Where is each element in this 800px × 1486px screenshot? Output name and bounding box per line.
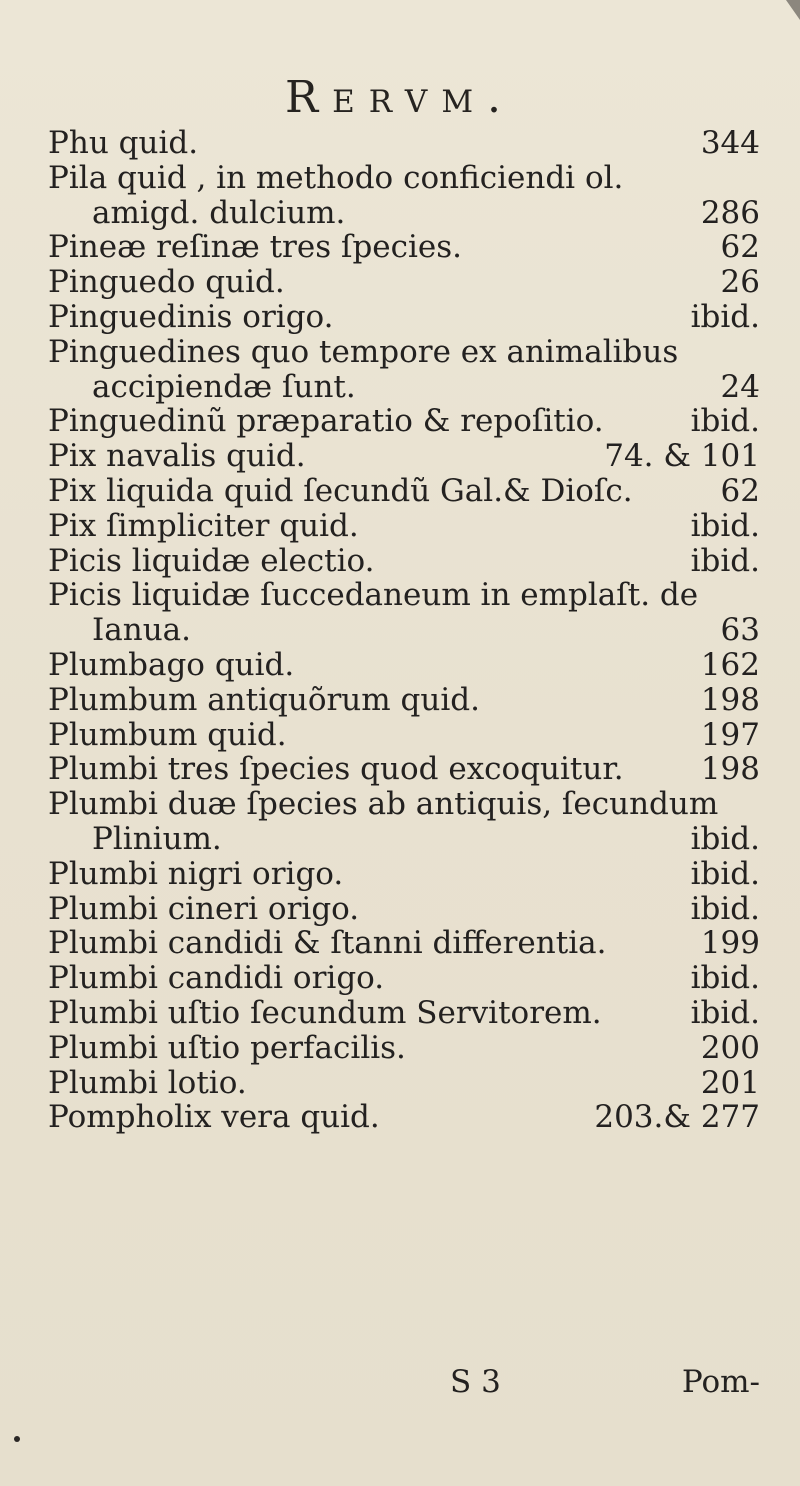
- page-reference: 198: [700, 681, 760, 718]
- index-entry: [48, 126, 760, 161]
- index-entry: [48, 1031, 760, 1066]
- entry-line: [48, 230, 760, 265]
- index-entry: [48, 1100, 760, 1135]
- entry-text: Pinguedines quo tempore ex animalibus: [48, 333, 679, 370]
- entry-continuation-line: [48, 196, 760, 231]
- index-entry: [48, 544, 760, 579]
- entry-line: [48, 265, 760, 300]
- entry-text: Plumbi candidi & ſtanni differentia.: [48, 925, 607, 962]
- entry-line: [48, 892, 760, 927]
- entry-line: [48, 1100, 760, 1135]
- index-entry: [48, 509, 760, 544]
- index-entry: [48, 439, 760, 474]
- index-entry: [48, 926, 760, 961]
- page-reference: ibid.: [690, 855, 760, 892]
- index-entry: [48, 892, 760, 927]
- page-reference: ibid.: [690, 960, 760, 997]
- signature-mark: S 3: [450, 1364, 501, 1400]
- entry-continuation-line: [48, 822, 760, 857]
- entry-text: accipiendæ ſunt.: [92, 368, 356, 405]
- entry-text: Plumbi lotio.: [48, 1064, 247, 1101]
- entry-line: [48, 578, 760, 613]
- index-entry: [48, 683, 760, 718]
- entry-line: [48, 1031, 760, 1066]
- index-entry: [48, 300, 760, 335]
- page-reference: 199: [700, 925, 760, 962]
- entry-text: Pompholix vera quid.: [48, 1099, 380, 1136]
- index-entry: [48, 335, 760, 405]
- entry-text: Plumbi tres ſpecies quod excoquitur.: [48, 751, 624, 788]
- page-reference: 26: [720, 264, 760, 301]
- entry-text: Picis liquidæ electio.: [48, 542, 375, 579]
- index-entry: [48, 752, 760, 787]
- entry-line: [48, 300, 760, 335]
- page-reference: ibid.: [690, 994, 760, 1031]
- entry-line: [48, 787, 760, 822]
- entry-text: Plumbi duæ ſpecies ab antiquis, ſecundum: [48, 786, 719, 823]
- entry-text: Pila quid , in methodo conficiendi ol.: [48, 159, 624, 196]
- index-entry: [48, 857, 760, 892]
- index-entry: [48, 161, 760, 231]
- index-entry: [48, 787, 760, 857]
- page-reference: ibid.: [690, 890, 760, 927]
- entry-text: Plumbi candidi origo.: [48, 960, 385, 997]
- entry-text: Ianua.: [92, 612, 191, 649]
- entry-line: [48, 439, 760, 474]
- entry-line: [48, 126, 760, 161]
- page-reference: 62: [720, 229, 760, 266]
- entry-line: [48, 161, 760, 196]
- page-reference: 74. & 101: [604, 438, 760, 475]
- index-entry: [48, 648, 760, 683]
- entry-text: Pix navalis quid.: [48, 438, 306, 475]
- page-reference: ibid.: [690, 403, 760, 440]
- entry-text: Phu quid.: [48, 125, 199, 161]
- index-entry: [48, 718, 760, 753]
- entry-text: Pix ſimpliciter quid.: [48, 507, 359, 544]
- entry-line: [48, 683, 760, 718]
- page-corner: [786, 0, 800, 20]
- entry-text: Plinium.: [92, 820, 222, 857]
- ink-speck: [14, 1436, 20, 1442]
- index-entry: [48, 961, 760, 996]
- entry-text: Pinguedinis origo.: [48, 298, 334, 335]
- entry-text: Plumbum quid.: [48, 716, 287, 753]
- entry-text: Pineæ reſinæ tres ſpecies.: [48, 229, 463, 266]
- entry-line: [48, 857, 760, 892]
- page-reference: 63: [720, 612, 760, 649]
- entry-text: Plumbi nigri origo.: [48, 855, 344, 892]
- entry-text: Plumbi cineri origo.: [48, 890, 360, 927]
- index-entry: [48, 1066, 760, 1101]
- entry-line: [48, 961, 760, 996]
- entry-line: [48, 335, 760, 370]
- entry-line: [48, 752, 760, 787]
- page-reference: 203.& 277: [594, 1099, 760, 1136]
- index-entry: [48, 265, 760, 300]
- page-reference: ibid.: [690, 542, 760, 579]
- page-reference: 197: [700, 716, 760, 753]
- entry-line: [48, 996, 760, 1031]
- entry-text: Plumbago quid.: [48, 646, 295, 683]
- entry-line: [48, 474, 760, 509]
- entry-line: [48, 648, 760, 683]
- page-reference: 201: [700, 1064, 760, 1101]
- running-head: Rervm.: [284, 72, 516, 123]
- page-reference: 24: [720, 368, 760, 405]
- entry-line: [48, 404, 760, 439]
- index-entry: [48, 474, 760, 509]
- entry-text: Pix liquida quid ſecundũ Gal.& Dioſc.: [48, 472, 633, 509]
- entry-line: [48, 509, 760, 544]
- page-reference: ibid.: [690, 507, 760, 544]
- page-reference: 344: [700, 125, 760, 161]
- entry-text: Pinguedinũ præparatio & repoſitio.: [48, 403, 604, 440]
- entry-line: [48, 718, 760, 753]
- index-entry: [48, 996, 760, 1031]
- entry-text: Plumbi uſtio perfacilis.: [48, 1029, 406, 1066]
- entry-text: amigd. dulcium.: [92, 194, 346, 231]
- page-reference: 162: [700, 646, 760, 683]
- page-reference: 200: [700, 1029, 760, 1066]
- entry-line: [48, 1066, 760, 1101]
- index-entry: [48, 404, 760, 439]
- page-reference: 198: [700, 751, 760, 788]
- page-reference: ibid.: [690, 820, 760, 857]
- entry-text: Pinguedo quid.: [48, 264, 285, 301]
- entry-text: Plumbum antiquõrum quid.: [48, 681, 480, 718]
- entry-continuation-line: [48, 613, 760, 648]
- page-footer: [0, 1364, 760, 1404]
- page-reference: 286: [700, 194, 760, 231]
- index-entries: [48, 126, 760, 1135]
- page-reference: 62: [720, 472, 760, 509]
- entry-line: [48, 926, 760, 961]
- index-entry: [48, 230, 760, 265]
- index-entry: [48, 578, 760, 648]
- page-reference: ibid.: [690, 298, 760, 335]
- entry-continuation-line: [48, 370, 760, 405]
- catchword: Pom-: [681, 1364, 760, 1400]
- entry-line: [48, 544, 760, 579]
- entry-text: Plumbi uſtio ſecundum Servitorem.: [48, 994, 602, 1031]
- entry-text: Picis liquidæ ſuccedaneum in emplaſt. de: [48, 577, 699, 614]
